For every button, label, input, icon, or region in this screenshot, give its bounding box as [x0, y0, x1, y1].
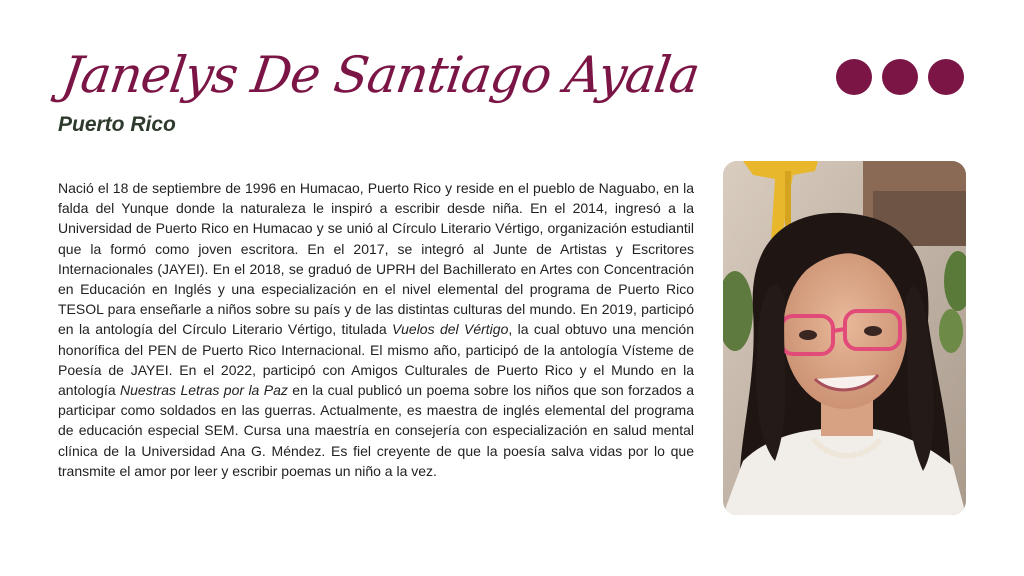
bio-part-1: Nació el 18 de septiembre de 1996 en Humacao, Puerto Rico y reside en el pueblo de Naguabo, en la falda del Yunque donde la naturaleza le inspiró a escribir desde niña. En el 2014, ingresó a la Universidad de Puerto Rico en Humacao y se unió al Círculo Literario Vértigo, organización estudiantil que la formó como joven escritora. En el 2017, se integró al Junte de Artistas y Escritores Internacionales (JAYEI). En el 2018, se graduó de UPRH del Bachillerato en Artes con Concentración en Educación en Inglés y una especialización en el nivel elemental del programa de Puerto Rico TESOL para enseñarle a niños sobre su país y de las distintas culturas del mundo. En 2019, participó en la antología del Círculo Literario Vértigo, titulada — [58, 180, 694, 338]
bio-part-2: , la cual obtuvo una mención honorífica del PEN de Puerto Rico Internacional. El mismo año, participó de la antología Vísteme de Poesía de JAYEI. En el 2022, participó con Amigos Culturales de Puerto Rico y el Mundo en la antología — [58, 321, 694, 399]
biography-text — [58, 178, 694, 481]
author-name: Janelys De Santiago Ayala — [58, 46, 703, 104]
book-title-vuelos: Vuelos del Vértigo — [392, 321, 509, 338]
dot-icon — [882, 59, 918, 95]
dot-icon — [928, 59, 964, 95]
decorative-dots — [836, 59, 964, 95]
author-country: Puerto Rico — [58, 113, 176, 136]
dot-icon — [836, 59, 872, 95]
author-photo — [723, 161, 966, 515]
book-title-nuestras-letras: Nuestras Letras por la Paz — [120, 382, 288, 399]
bio-part-3: en la cual publicó un poema sobre los niños que son forzados a participar como soldados en las guerras. Actualmente, es maestra de inglés elemental del programa de educación especial SEM. Cursa una maestría en consejería con especialización en salud mental clínica de la Universidad Ana G. Méndez. Es fiel creyente de que la poesía salva vidas por lo que transmite el amor por leer y escribir poemas un niño a la vez. — [58, 382, 695, 479]
